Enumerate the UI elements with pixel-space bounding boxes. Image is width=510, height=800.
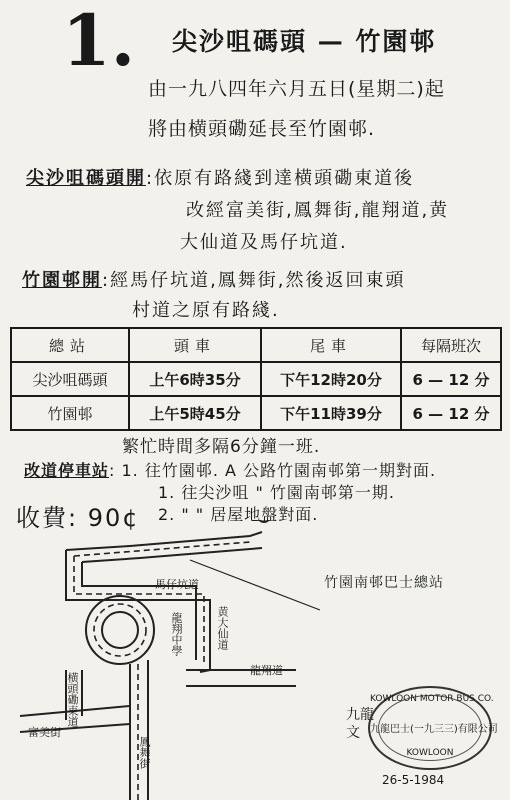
map-label-fung-mo: 鳳舞街 [138, 736, 151, 769]
tst-direction-label: 尖沙咀碼頭開 [26, 168, 146, 189]
route-title: 尖沙咀碼頭 — 竹園邨 [172, 27, 437, 56]
route-number: 1. [62, 0, 136, 82]
notice-date: 26-5-1984 [382, 773, 445, 787]
map-road-top [66, 532, 262, 550]
stops-colon: : [109, 461, 122, 480]
map-label-wong-tai-sin: 黄大仙道 [216, 606, 229, 650]
stops-item-3: 2. " " 居屋地盤對面. [158, 505, 319, 524]
map-label-east-road: 横頭磡東道 [66, 672, 79, 727]
stops-item-1: 1. 往竹園邨. A 公路竹園南邨第一期對面. [121, 461, 437, 480]
signature-text-2: 文 [346, 725, 360, 741]
stops-label: 改道停車站 [24, 461, 110, 480]
map-road-top-inner [82, 548, 262, 562]
intro-line-1: 由一九八四年六月五日(星期二)起 [148, 78, 445, 100]
map-label-school: 龍翔中學 [170, 612, 183, 656]
map-roundabout-outer [86, 596, 154, 664]
company-stamp [368, 686, 498, 770]
map-route-line [74, 556, 204, 666]
first-bus-cell: 上午6時35分 [129, 362, 261, 396]
cye-direction-line-1 [22, 266, 406, 292]
header-terminus: 總站 [11, 328, 129, 362]
stops-line-1 [24, 458, 436, 481]
tst-direction-line-2: 改經富美街,鳳舞街,龍翔道,黄 [186, 200, 450, 221]
peak-note: 繁忙時間多隔6分鐘一班. [122, 437, 321, 457]
signature-text-1: 九龍 [346, 707, 374, 723]
cye-direction-line-2: 村道之原有路綫. [132, 300, 280, 321]
tst-direction-line-1 [26, 164, 414, 190]
header-last-bus: 尾車 [261, 328, 401, 362]
stamp-text-middle: 九龍巴士(一九三三)有限公司 [370, 724, 498, 735]
terminus-cell: 尖沙咀碼頭 [11, 362, 129, 396]
map-label-lung-cheung: 龍翔道 [250, 664, 283, 677]
stamp-text-top: KOWLOON MOTOR BUS CO. [370, 694, 494, 704]
tst-direction-text-1: :依原有路綫到達横頭磡東道後 [146, 168, 415, 189]
first-bus-cell: 上午5時45分 [129, 396, 261, 430]
stops-item-2: 1. 往尖沙咀 " 竹園南邨第一期. [158, 483, 395, 502]
header-first-bus: 頭車 [129, 328, 261, 362]
timetable [10, 327, 502, 431]
table-row [11, 396, 501, 430]
stamp-text-bottom: KOWLOON [406, 748, 454, 758]
table-row [11, 362, 501, 396]
last-bus-cell: 下午11時39分 [261, 396, 401, 430]
cye-direction-label: 竹園邨開 [22, 270, 102, 291]
fare: 收費: 90¢ [16, 504, 140, 532]
timetable-header-row [11, 328, 501, 362]
interval-cell: 6 — 12 分 [401, 362, 501, 396]
header-interval: 每隔班次 [401, 328, 501, 362]
map-label-fu-mei: 富美街 [28, 726, 61, 739]
map-label-ma-chai-hang: 馬仔坑道 [155, 578, 199, 591]
intro-line-2: 將由横頭磡延長至竹園邨. [148, 118, 376, 140]
cye-direction-text-1: :經馬仔坑道,鳳舞街,然後返回東頭 [102, 270, 406, 291]
terminus-cell: 竹園邨 [11, 396, 129, 430]
interval-cell: 6 — 12 分 [401, 396, 501, 430]
last-bus-cell: 下午12時20分 [261, 362, 401, 396]
map-roundabout-inner [102, 612, 138, 648]
map-terminus-marker [258, 520, 270, 522]
map-label-depot: 竹園南邨巴士總站 [324, 575, 444, 591]
tst-direction-line-3: 大仙道及馬仔坑道. [180, 232, 348, 253]
